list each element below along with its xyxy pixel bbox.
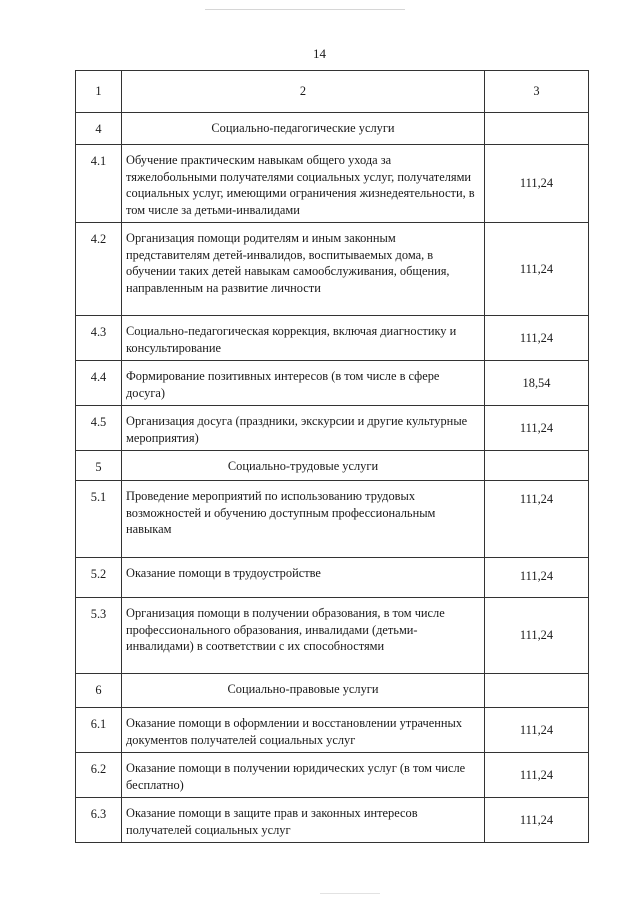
row-number: 6 [76,674,122,708]
table-row [76,598,589,674]
service-price: 111,24 [485,598,589,674]
services-table [75,70,589,843]
service-price: 111,24 [485,145,589,223]
row-number: 6.1 [76,708,122,753]
row-number: 5 [76,451,122,481]
table-row [76,798,589,843]
service-price: 111,24 [485,753,589,798]
section-row [76,113,589,145]
service-price: 111,24 [485,558,589,598]
table-row [76,558,589,598]
section-title: Социально-трудовые услуги [122,451,485,481]
scan-edge-line [320,893,380,894]
service-name: Организация досуга (праздники, экскурсии и другие культурные мероприятия) [122,406,485,451]
service-price: 111,24 [485,708,589,753]
table-row [76,361,589,406]
service-name: Оказание помощи в оформлении и восстановлении утраченных документов получателей социальных услуг [122,708,485,753]
table-row [76,708,589,753]
service-name: Организация помощи в получении образования, в том числе профессионального образования, инвалидами (детьми-инвалидами) в соответствии с их способностями [122,598,485,674]
section-title: Социально-педагогические услуги [122,113,485,145]
column-header-3: 3 [485,71,589,113]
table-row [76,223,589,316]
service-name: Оказание помощи в защите прав и законных интересов получателей социальных услуг [122,798,485,843]
table-header-row [76,71,589,113]
table-row [76,481,589,558]
service-price: 111,24 [485,223,589,316]
row-value [485,113,589,145]
row-number: 4.1 [76,145,122,223]
service-name: Социально-педагогическая коррекция, включая диагностику и консультирование [122,316,485,361]
scan-edge-line [205,9,405,10]
table-row [76,753,589,798]
service-name: Организация помощи родителям и иным законным представителям детей-инвалидов, воспитываемых дома, в обучении таких детей навыкам самообслуживания, общения, направленным на развитие личности [122,223,485,316]
column-header-1: 1 [76,71,122,113]
row-number: 5.1 [76,481,122,558]
service-name: Оказание помощи в получении юридических услуг (в том числе бесплатно) [122,753,485,798]
service-price: 111,24 [485,316,589,361]
row-number: 4.2 [76,223,122,316]
row-number: 5.2 [76,558,122,598]
row-value [485,451,589,481]
service-price: 111,24 [485,481,589,558]
table-row [76,406,589,451]
section-row [76,451,589,481]
row-value [485,674,589,708]
service-name: Оказание помощи в трудоустройстве [122,558,485,598]
service-name: Обучение практическим навыкам общего ухода за тяжелобольными получателями социальных услуг, получателями социальных услуг, имеющими ограничения жизнедеятельности, в том числе за детьми-инвалидами [122,145,485,223]
service-name: Формирование позитивных интересов (в том числе в сфере досуга) [122,361,485,406]
row-number: 4.5 [76,406,122,451]
service-name: Проведение мероприятий по использованию трудовых возможностей и обучению доступным профессиональным навыкам [122,481,485,558]
section-row [76,674,589,708]
row-number: 4.4 [76,361,122,406]
service-price: 111,24 [485,798,589,843]
row-number: 4 [76,113,122,145]
row-number: 4.3 [76,316,122,361]
row-number: 6.2 [76,753,122,798]
service-price: 111,24 [485,406,589,451]
table-row [76,145,589,223]
section-title: Социально-правовые услуги [122,674,485,708]
column-header-2: 2 [122,71,485,113]
table-row [76,316,589,361]
service-price: 18,54 [485,361,589,406]
page-number: 14 [313,46,326,61]
row-number: 6.3 [76,798,122,843]
row-number: 5.3 [76,598,122,674]
